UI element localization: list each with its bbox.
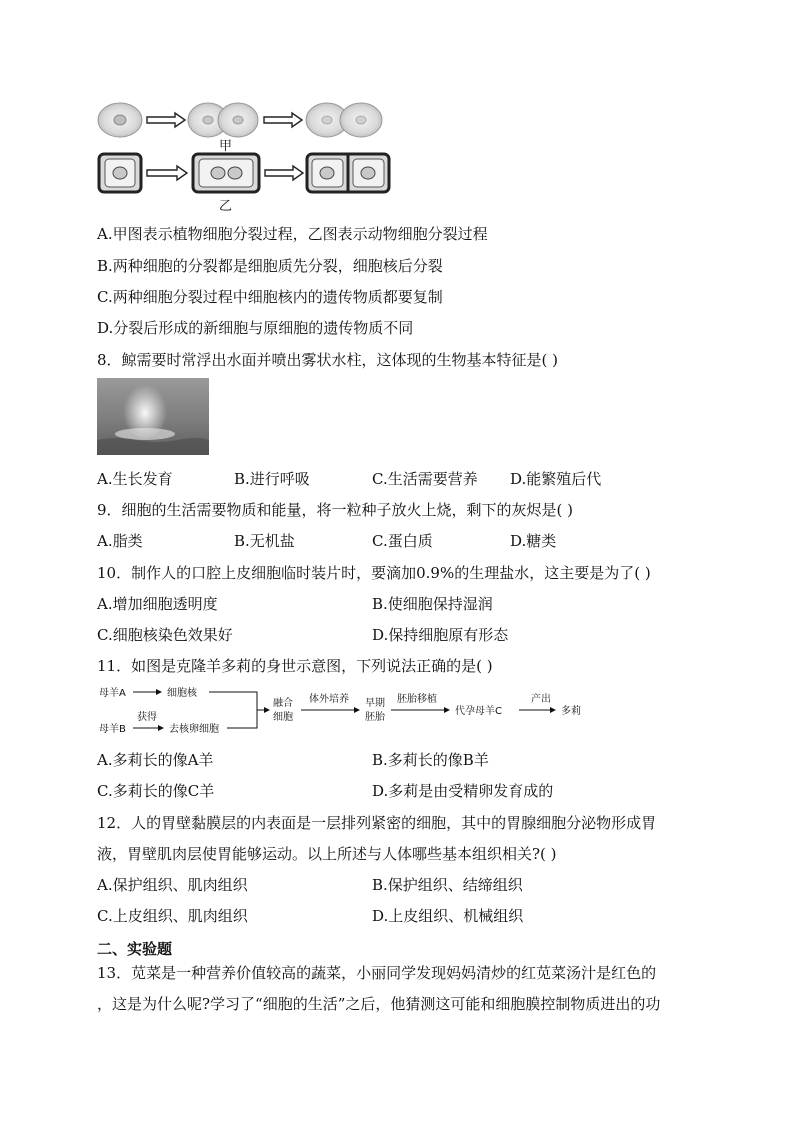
- q11-stem: 11．如图是克隆羊多莉的身世示意图，下列说法正确的是( ): [97, 657, 493, 675]
- q8-option-d: D.能繁殖后代: [510, 470, 602, 488]
- flow-sheep-a: 母羊A: [99, 688, 126, 699]
- q7-option-b: B.两种细胞的分裂都是细胞质先分裂，细胞核后分裂: [97, 257, 443, 275]
- q12-option-c: C.上皮组织、肌肉组织: [97, 907, 248, 925]
- q9-option-c: C.蛋白质: [372, 532, 433, 550]
- q8-option-a: A.生长发育: [97, 470, 173, 488]
- q8-option-c: C.生活需要营养: [372, 470, 478, 488]
- q9-stem: 9．细胞的生活需要物质和能量，将一粒种子放火上烧，剩下的灰烬是( ): [97, 501, 574, 519]
- q10-option-c: C.细胞核染色效果好: [97, 626, 233, 644]
- q8-stem: 8．鲸需要时常浮出水面并喷出雾状水柱，这体现的生物基本特征是( ): [97, 351, 559, 369]
- q9-option-d: D.糖类: [510, 532, 557, 550]
- flow-nucleus: 细胞核: [167, 688, 197, 699]
- label-jia: 甲: [219, 139, 233, 154]
- q12-option-b: B.保护组织、结缔组织: [372, 876, 523, 894]
- q10-option-b: B.使细胞保持湿润: [372, 595, 493, 613]
- cell-division-figure: [97, 96, 397, 214]
- q7-option-d: D.分裂后形成的新细胞与原细胞的遗传物质不同: [97, 319, 414, 337]
- q12-option-d: D.上皮组织、机械组织: [372, 907, 524, 925]
- q12-stem-line-2: 液，胃壁肌肉层使胃能够运动。以上所述与人体哪些基本组织相关?( ): [97, 845, 557, 863]
- flow-embryo-1: 早期: [365, 698, 385, 709]
- section-heading-experiment: 二、实验题: [97, 940, 173, 958]
- q13-line-1: 13．苋菜是一种营养价值较高的蔬菜，小丽同学发现妈妈清炒的红苋菜汤汁是红色的: [97, 964, 657, 982]
- label-yi: 乙: [219, 199, 233, 214]
- q7-option-c: C.两种细胞分裂过程中细胞核内的遗传物质都要复制: [97, 288, 443, 306]
- row-yi: [99, 154, 389, 192]
- flow-enucleated: 去核卵细胞: [169, 724, 219, 735]
- q12-stem-line-1: 12．人的胃壁黏膜层的内表面是一层排列紧密的细胞，其中的胃腺细胞分泌物形成胃: [97, 814, 657, 832]
- q9-option-b: B.无机盐: [234, 532, 295, 550]
- flow-fuse-2: 细胞: [273, 712, 293, 723]
- flow-culture: 体外培养: [309, 694, 349, 705]
- flow-dolly: 多莉: [561, 706, 581, 717]
- q11-option-d: D.多莉是由受精卵发育成的: [372, 782, 554, 800]
- row-jia: [98, 103, 382, 137]
- q11-option-a: A.多莉长的像A羊: [97, 751, 214, 769]
- flow-surrogate: 代孕母羊C: [455, 706, 502, 717]
- q11-option-c: C.多莉长的像C羊: [97, 782, 215, 800]
- whale-spout-photo: [97, 378, 209, 455]
- q10-option-a: A.增加细胞透明度: [97, 595, 218, 613]
- q10-stem: 10．制作人的口腔上皮细胞临时装片时，要滴加0.9%的生理盐水，这主要是为了( ): [97, 564, 651, 582]
- flow-obtain: 获得: [137, 712, 157, 723]
- q11-option-b: B.多莉长的像B羊: [372, 751, 489, 769]
- flow-embryo-2: 胚胎: [365, 712, 385, 723]
- q7-option-a: A.甲图表示植物细胞分裂过程，乙图表示动物细胞分裂过程: [97, 225, 488, 243]
- flow-fuse-1: 融合: [273, 698, 293, 709]
- flow-transfer: 胚胎移植: [397, 694, 437, 705]
- flow-birth: 产出: [531, 694, 551, 705]
- q10-option-d: D.保持细胞原有形态: [372, 626, 509, 644]
- dolly-cloning-flowchart: [97, 684, 591, 742]
- q8-option-b: B.进行呼吸: [234, 470, 310, 488]
- q9-option-a: A.脂类: [97, 532, 143, 550]
- q13-line-2: ，这是为什么呢?学习了“细胞的生活”之后，他猜测这可能和细胞膜控制物质进出的功: [97, 995, 661, 1013]
- flow-sheep-b: 母羊B: [99, 724, 126, 735]
- q12-option-a: A.保护组织、肌肉组织: [97, 876, 248, 894]
